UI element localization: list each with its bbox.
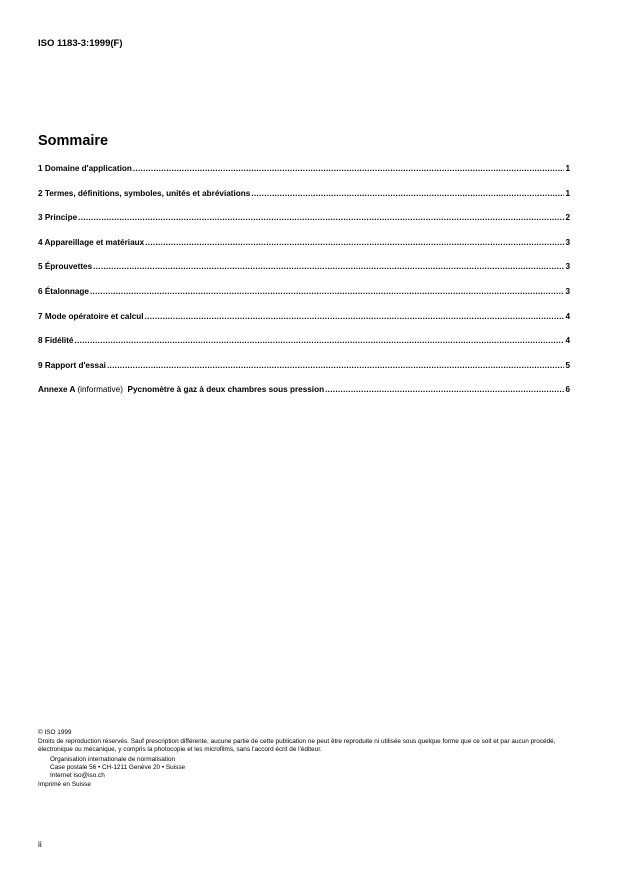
toc-entry-label: 9 Rapport d'essai bbox=[38, 360, 106, 370]
toc-entry-3[interactable] bbox=[38, 213, 570, 238]
table-of-contents bbox=[38, 164, 570, 410]
toc-entry-7[interactable] bbox=[38, 312, 570, 337]
toc-entry-label: 1 Domaine d'application bbox=[38, 164, 132, 173]
toc-entry-label: 5 Éprouvettes bbox=[38, 262, 93, 272]
toc-title: Sommaire bbox=[38, 133, 109, 149]
org-internet: Internet iso@iso.ch bbox=[50, 772, 105, 780]
toc-entry-4[interactable] bbox=[38, 238, 570, 263]
toc-entry-5[interactable] bbox=[38, 262, 570, 287]
toc-entry-page: 5 bbox=[565, 360, 570, 370]
toc-entry-page: 6 bbox=[565, 385, 570, 395]
toc-leader bbox=[107, 361, 565, 370]
printed-in: Imprimé en Suisse bbox=[38, 781, 91, 789]
toc-leader bbox=[133, 164, 565, 173]
toc-entry-label: 2 Termes, définitions, symboles, unités et abréviations bbox=[38, 188, 251, 198]
annex-type: (informative) bbox=[77, 385, 123, 395]
toc-entry-1[interactable] bbox=[38, 164, 570, 189]
toc-entry-9[interactable] bbox=[38, 361, 570, 386]
toc-entry-label: 8 Fidélité bbox=[38, 336, 74, 346]
toc-annex-label bbox=[38, 385, 324, 394]
org-address: Case postale 56 • CH-1211 Genève 20 • Suisse bbox=[50, 763, 186, 771]
toc-leader bbox=[78, 213, 564, 222]
document-id: ISO 1183-3:1999(F) bbox=[38, 38, 123, 49]
copyright-notice bbox=[38, 729, 578, 789]
toc-entry-8[interactable] bbox=[38, 336, 570, 361]
toc-leader bbox=[93, 262, 564, 271]
rights-statement: Droits de reproduction réservés. Sauf prescription différente, aucune partie de cette publication ne peut être reproduite ni utilisée sous quelque forme que ce soit et par aucun procédé, électronique ou mécanique, y compris la photocopie et les microfilms, sans l'accord écrit de l'éditeur. bbox=[38, 738, 556, 754]
toc-entry-page: 4 bbox=[565, 311, 570, 321]
toc-leader bbox=[325, 385, 564, 394]
toc-entry-label: 6 Étalonnage bbox=[38, 286, 89, 296]
toc-entry-page: 3 bbox=[565, 262, 570, 272]
toc-leader bbox=[75, 336, 565, 345]
toc-entry-label: 7 Mode opératoire et calcul bbox=[38, 311, 144, 321]
org-name: Organisation internationale de normalisation bbox=[50, 755, 176, 763]
toc-entry-page: 4 bbox=[565, 336, 570, 346]
toc-entry-page: 2 bbox=[565, 213, 570, 223]
toc-leader bbox=[251, 189, 564, 198]
annex-prefix: Annexe A bbox=[38, 385, 76, 395]
toc-entry-page: 3 bbox=[565, 286, 570, 296]
toc-leader bbox=[145, 238, 564, 247]
toc-entry-2[interactable] bbox=[38, 189, 570, 214]
page-number: ii bbox=[38, 839, 42, 849]
toc-leader bbox=[145, 312, 565, 321]
copyright-line: © ISO 1999 bbox=[38, 729, 72, 736]
toc-entry-label: 3 Principe bbox=[38, 213, 78, 223]
toc-entry-page: 3 bbox=[565, 237, 570, 247]
toc-leader bbox=[90, 287, 564, 296]
toc-entry-page: 1 bbox=[565, 164, 570, 173]
toc-entry-page: 1 bbox=[565, 188, 570, 198]
toc-entry-annex-a[interactable] bbox=[38, 385, 570, 410]
toc-entry-6[interactable] bbox=[38, 287, 570, 312]
annex-title: Pycnomètre à gaz à deux chambres sous pression bbox=[127, 385, 325, 395]
toc-entry-label: 4 Appareillage et matériaux bbox=[38, 237, 145, 247]
